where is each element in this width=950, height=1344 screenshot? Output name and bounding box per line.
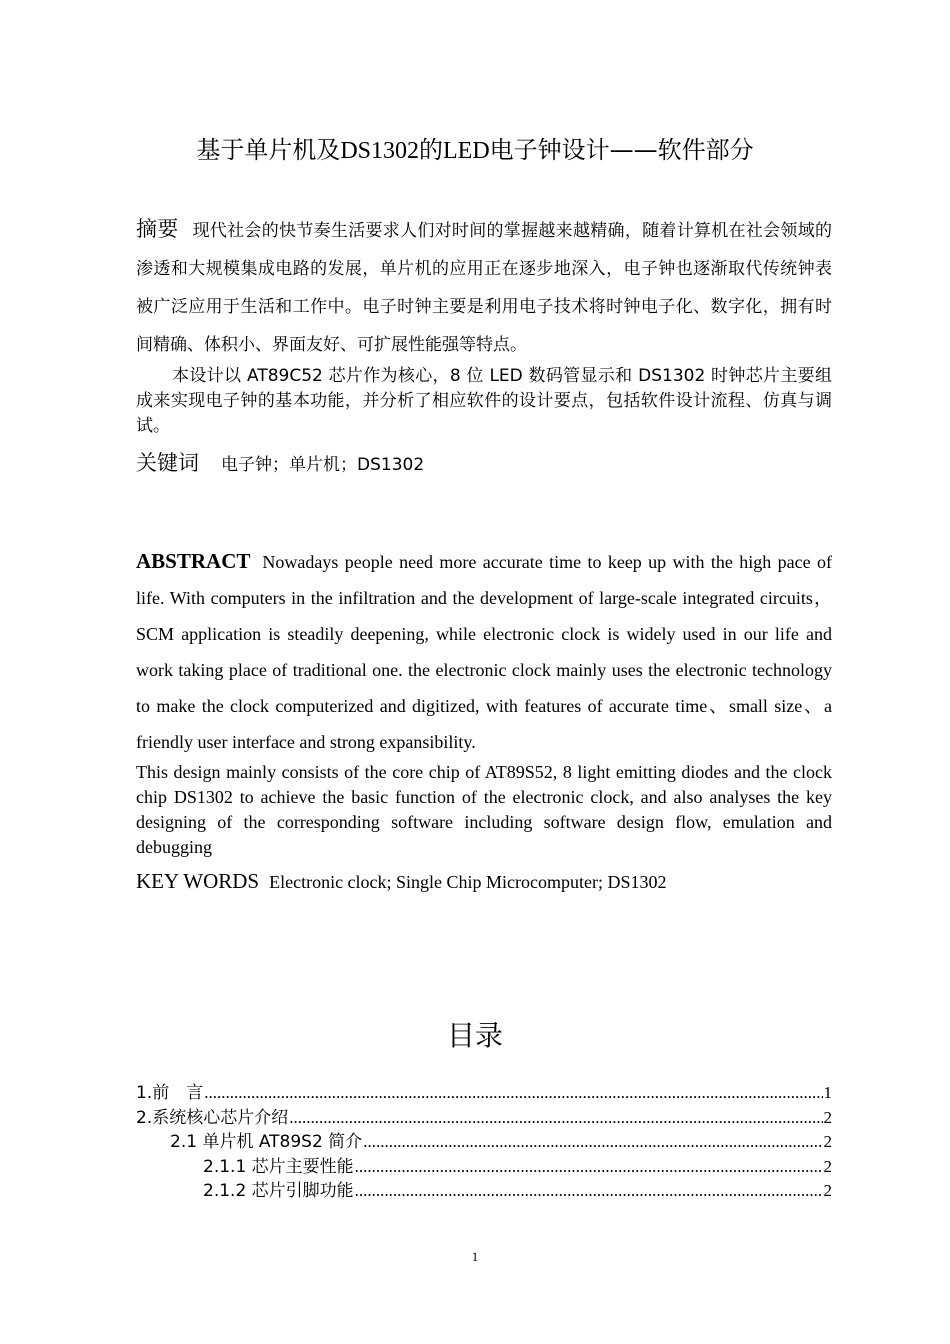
chinese-abstract-paragraph-1 bbox=[136, 212, 832, 364]
chinese-abstract-heading: 摘要 bbox=[136, 217, 179, 241]
toc-leader-dots bbox=[204, 1081, 822, 1106]
english-keywords-heading: KEY WORDS bbox=[136, 869, 260, 893]
toc-title: 目录 bbox=[446, 1019, 503, 1052]
title-part-3: 的 bbox=[419, 136, 444, 164]
english-abstract bbox=[136, 544, 832, 860]
chinese-abstract-paragraph-2: 本设计以 AT89C52 芯片作为核心，8 位 LED 数码管显示和 DS1302 时钟芯片主要组成来实现电子钟的基本功能，并分析了相应软件的设计要点，包括软件设计流程、仿真与调试。 bbox=[136, 366, 832, 436]
toc-leader-dots bbox=[363, 1130, 822, 1155]
toc-entry-label: 1.前 言 bbox=[136, 1083, 204, 1103]
title-part-5: 电子钟设计——软件部分 bbox=[489, 136, 754, 164]
chinese-keywords-text: 电子钟；单片机；DS1302 bbox=[221, 455, 425, 475]
title-part-2: DS1302 bbox=[340, 138, 420, 164]
chinese-keywords bbox=[136, 447, 832, 477]
toc-entry[interactable] bbox=[136, 1130, 832, 1155]
chinese-abstract bbox=[136, 212, 832, 439]
toc-entry-page: 2 bbox=[823, 1132, 832, 1151]
title-part-4: LED bbox=[443, 138, 490, 164]
toc-leader-dots bbox=[355, 1155, 823, 1180]
toc-entry[interactable] bbox=[136, 1106, 832, 1131]
toc-entry-page: 2 bbox=[823, 1181, 832, 1200]
toc-leader-dots bbox=[355, 1179, 823, 1204]
toc-entry-page: 2 bbox=[823, 1107, 832, 1127]
title-part-1: 基于单片机及 bbox=[196, 136, 341, 164]
english-keywords-text: Electronic clock; Single Chip Microcomputer; DS1302 bbox=[269, 872, 667, 892]
english-abstract-text-1: Nowadays people need more accurate time to keep up with the high pace of life. With computers in the infiltration and the development of large-scale integrated circuits，SCM application is steadily deepening, while electronic clock is widely used in our life and work taking place of traditional one. the electronic clock mainly uses the electronic technology to make the clock computerized and digitized, with features of accurate time、small size、a friendly user interface and strong expansibility. bbox=[136, 552, 832, 752]
toc-entry-label: 2.1.1 芯片主要性能 bbox=[203, 1156, 354, 1177]
toc-entry[interactable] bbox=[136, 1179, 832, 1204]
english-keywords bbox=[136, 869, 832, 894]
english-abstract-paragraph-1 bbox=[136, 544, 832, 760]
toc-entry-label: 2.1.2 芯片引脚功能 bbox=[203, 1181, 354, 1201]
toc-entry-page: 2 bbox=[823, 1156, 832, 1176]
chinese-abstract-text-1: 现代社会的快节奏生活要求人们对时间的掌握越来越精确，随着计算机在社会领域的渗透和大规模集成电路的发展，单片机的应用正在逐步地深入，电子钟也逐渐取代传统钟表被广泛应用于生活和工作中。电子时钟主要是利用电子技术将时钟电子化、数字化，拥有时间精确、体积小、界面友好、可扩展性能强等特点。 bbox=[136, 221, 833, 355]
toc-leader-dots bbox=[289, 1106, 822, 1131]
toc-entry[interactable] bbox=[136, 1155, 832, 1180]
toc-entry-page: 1 bbox=[823, 1083, 832, 1102]
chinese-keywords-heading: 关键词 bbox=[136, 451, 199, 475]
table-of-contents bbox=[136, 1081, 832, 1204]
document-title bbox=[0, 134, 950, 167]
toc-entry-label: 2.系统核心芯片介绍 bbox=[136, 1107, 289, 1128]
toc-entry[interactable] bbox=[136, 1081, 832, 1106]
toc-entry-label: 2.1 单片机 AT89S2 简介 bbox=[170, 1132, 363, 1152]
english-abstract-paragraph-2: This design mainly consists of the core chip of AT89S52, 8 light emitting diodes and the clock chip DS1302 to achieve the basic function of the electronic clock, and also analyses the key designing of the corresponding software including software design flow, emulation and debugging bbox=[136, 762, 832, 857]
english-abstract-heading: ABSTRACT bbox=[136, 549, 251, 573]
page-number: 1 bbox=[471, 1249, 479, 1264]
